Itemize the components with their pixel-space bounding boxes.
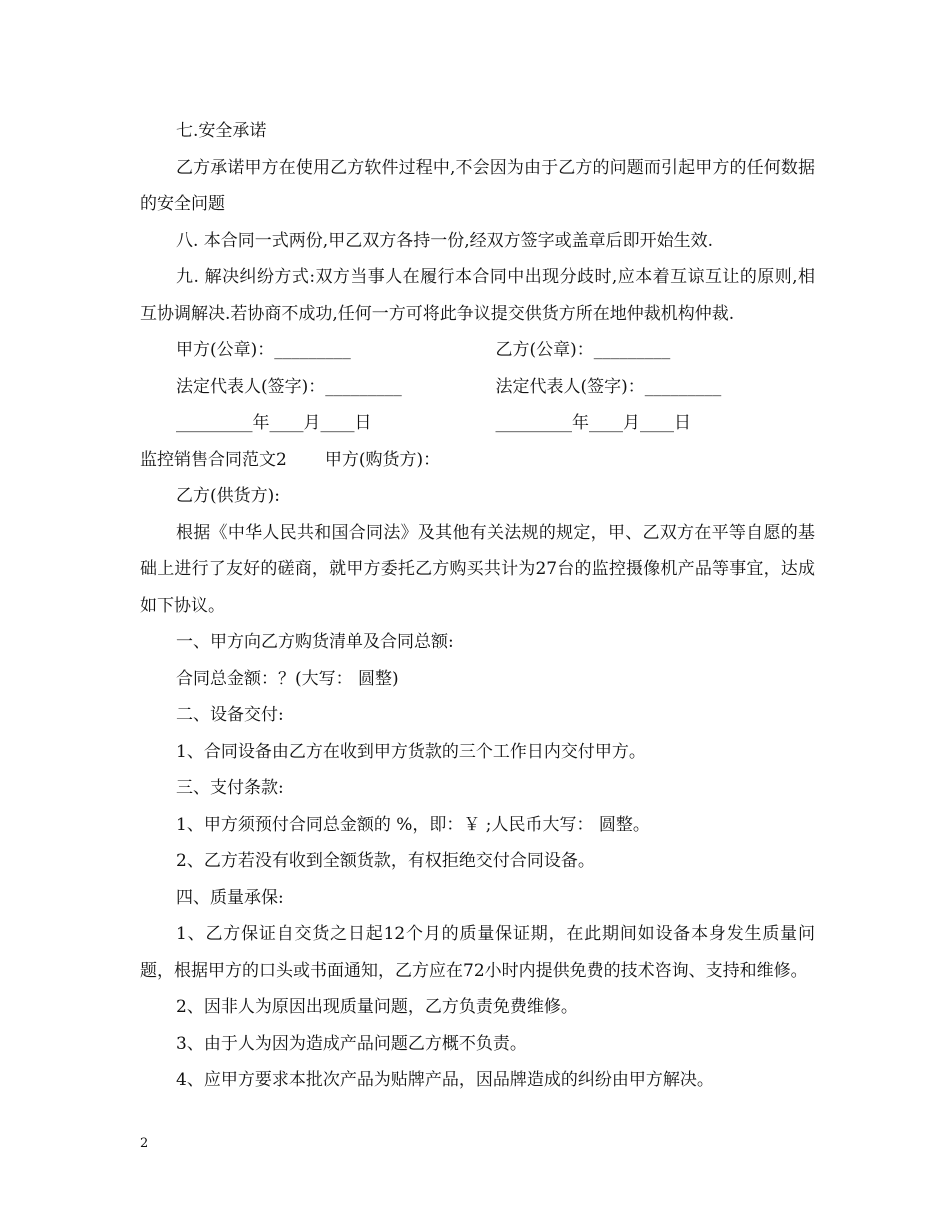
paragraph: 1、乙方保证自交货之日起12个月的质量保证期，在此期间如设备本身发生质量问题，根据甲方的口头或书面通知，乙方应在72小时内提供免费的技术咨询、支持和维修。 <box>140 924 815 981</box>
paragraph: 八. 本合同一式两份,甲乙双方各持一份,经双方签字或盖章后即开始生效. <box>176 230 714 251</box>
signature-row <box>140 369 815 406</box>
paragraph: 乙方承诺甲方在使用乙方软件过程中,不会因为由于乙方的问题而引起甲方的任何数据的安全问题 <box>140 157 815 214</box>
page-number: 2 <box>140 1136 149 1151</box>
section-heading: 二、设备交付: <box>176 705 284 725</box>
supplier-label: 乙方(供货方): <box>176 486 280 506</box>
paragraph: 根据《中华人民共和国合同法》及其他有关法规的规定，甲、乙双方在平等自愿的基础上进行了友好的磋商，就甲方委托乙方购买共计为27台的监控摄像机产品等事宜，达成如下协议。 <box>140 522 815 616</box>
contract-title: 监控销售合同范文2 <box>140 449 287 470</box>
party-a-representative: 法定代表人(签字)：_________ <box>176 376 402 397</box>
paragraph: 4、应甲方要求本批次产品为贴牌产品，因品牌造成的纠纷由甲方解决。 <box>176 1070 714 1090</box>
party-a-date: _________年____月____日 <box>176 413 372 433</box>
buyer-label: 甲方(购货方)： <box>324 449 441 470</box>
paragraph: 合同总金额：？(大写： 圆整) <box>176 668 399 689</box>
section-heading: 七.安全承诺 <box>176 121 267 141</box>
signature-row <box>140 405 815 442</box>
paragraph: 2、因非人为原因出现质量问题，乙方负责免费维修。 <box>176 997 578 1017</box>
section-heading: 三、支付条款: <box>176 778 284 798</box>
section-heading: 一、甲方向乙方购货清单及合同总额: <box>176 632 454 652</box>
paragraph: 1、甲方须预付合同总金额的 %，即：￥ ;人民币大写： 圆整。 <box>176 814 650 835</box>
paragraph: 1、合同设备由乙方在收到甲方货款的三个工作日内交付甲方。 <box>176 741 646 762</box>
paragraph: 3、由于人为因为造成产品问题乙方概不负责。 <box>176 1033 527 1054</box>
document-body <box>140 113 815 1099</box>
party-a-seal: 甲方(公章)：_________ <box>176 340 351 360</box>
paragraph: 2、乙方若没有收到全额货款，有权拒绝交付合同设备。 <box>176 851 595 871</box>
party-b-seal: 乙方(公章)：_________ <box>495 340 671 360</box>
signature-row <box>140 332 815 369</box>
section-heading: 四、质量承保: <box>176 887 284 908</box>
paragraph: 九. 解决纠纷方式:双方当事人在履行本合同中出现分歧时,应本着互谅互让的原则,相互协调解决.若协商不成功,任何一方可将此争议提交供货方所在地仲裁机构仲裁. <box>140 267 815 324</box>
party-b-date: _________年____月____日 <box>495 413 691 433</box>
party-b-representative: 法定代表人(签字)：_________ <box>495 376 722 397</box>
contract-title-line <box>140 442 815 479</box>
